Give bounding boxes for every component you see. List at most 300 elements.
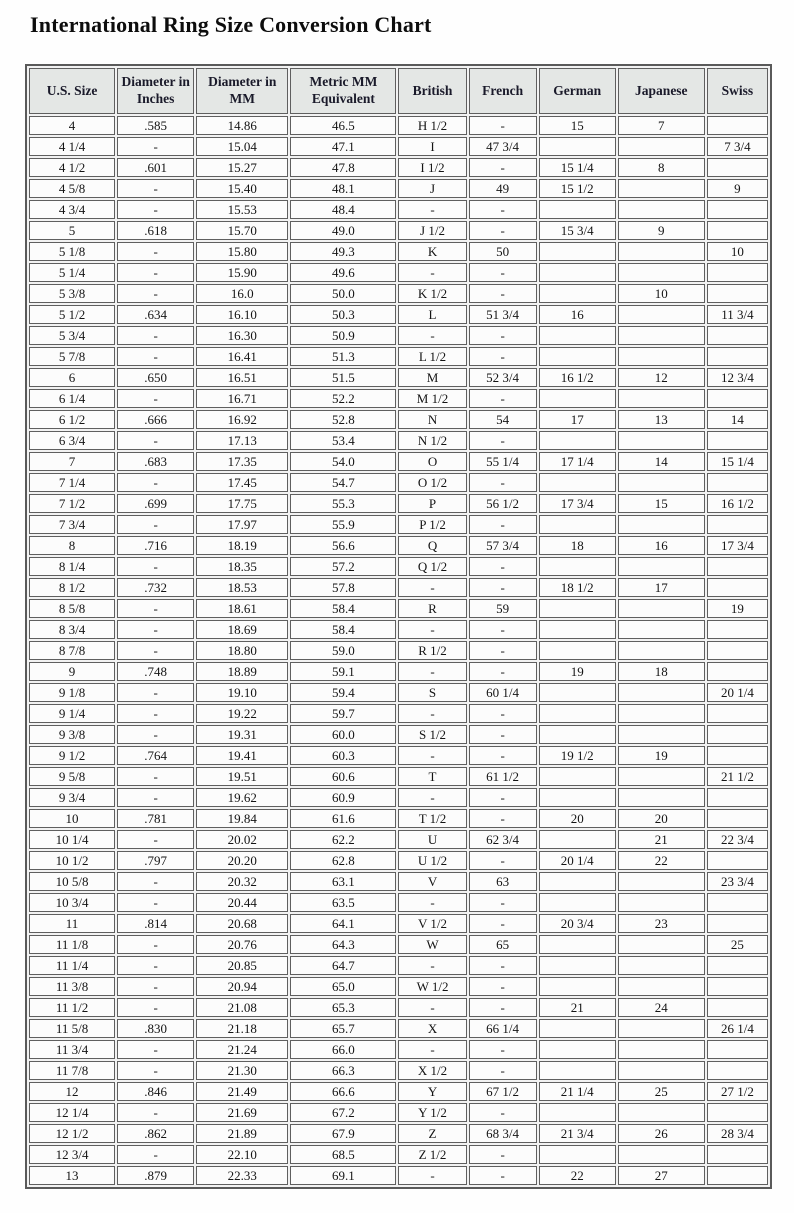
cell bbox=[618, 263, 705, 282]
cell: W 1/2 bbox=[398, 977, 466, 996]
cell: 9 bbox=[618, 221, 705, 240]
cell: S 1/2 bbox=[398, 725, 466, 744]
cell: - bbox=[469, 641, 537, 660]
cell: 56 1/2 bbox=[469, 494, 537, 513]
cell: - bbox=[469, 620, 537, 639]
cell: - bbox=[469, 200, 537, 219]
cell: 47.1 bbox=[290, 137, 396, 156]
cell bbox=[539, 725, 616, 744]
column-header: Diameter in Inches bbox=[117, 68, 194, 114]
cell bbox=[618, 179, 705, 198]
table-row bbox=[29, 137, 768, 156]
cell: 59.7 bbox=[290, 704, 396, 723]
cell: - bbox=[117, 473, 194, 492]
cell: 27 1/2 bbox=[707, 1082, 768, 1101]
cell: - bbox=[117, 347, 194, 366]
cell bbox=[618, 515, 705, 534]
cell: 47 3/4 bbox=[469, 137, 537, 156]
cell: 25 bbox=[618, 1082, 705, 1101]
cell: - bbox=[469, 662, 537, 681]
cell: 23 3/4 bbox=[707, 872, 768, 891]
cell bbox=[539, 1061, 616, 1080]
cell: - bbox=[117, 956, 194, 975]
cell: 19 bbox=[707, 599, 768, 618]
cell: 5 3/8 bbox=[29, 284, 115, 303]
cell bbox=[707, 1040, 768, 1059]
cell: .650 bbox=[117, 368, 194, 387]
cell bbox=[539, 326, 616, 345]
cell: 16.92 bbox=[196, 410, 288, 429]
cell: 7 3/4 bbox=[707, 137, 768, 156]
cell: 64.1 bbox=[290, 914, 396, 933]
table-row bbox=[29, 326, 768, 345]
cell: 15.27 bbox=[196, 158, 288, 177]
cell bbox=[539, 242, 616, 261]
cell: - bbox=[398, 788, 466, 807]
cell: X bbox=[398, 1019, 466, 1038]
table-row bbox=[29, 977, 768, 996]
cell bbox=[707, 389, 768, 408]
header-row bbox=[29, 68, 768, 114]
cell: 4 3/4 bbox=[29, 200, 115, 219]
cell: - bbox=[469, 851, 537, 870]
cell: 11 bbox=[29, 914, 115, 933]
cell: J bbox=[398, 179, 466, 198]
cell: 8 1/2 bbox=[29, 578, 115, 597]
cell: - bbox=[398, 893, 466, 912]
cell: 59.0 bbox=[290, 641, 396, 660]
cell: 22 bbox=[539, 1166, 616, 1185]
cell: 8 3/4 bbox=[29, 620, 115, 639]
table-row bbox=[29, 914, 768, 933]
cell bbox=[707, 347, 768, 366]
cell: 20.44 bbox=[196, 893, 288, 912]
cell: 9 1/4 bbox=[29, 704, 115, 723]
cell: 18 bbox=[618, 662, 705, 681]
cell: - bbox=[469, 326, 537, 345]
cell: .601 bbox=[117, 158, 194, 177]
cell: - bbox=[398, 200, 466, 219]
cell: - bbox=[117, 872, 194, 891]
column-header: French bbox=[469, 68, 537, 114]
cell: Q 1/2 bbox=[398, 557, 466, 576]
cell: 21.08 bbox=[196, 998, 288, 1017]
cell: - bbox=[117, 1103, 194, 1122]
cell bbox=[618, 431, 705, 450]
cell bbox=[618, 137, 705, 156]
cell bbox=[707, 914, 768, 933]
cell: L bbox=[398, 305, 466, 324]
cell: 8 5/8 bbox=[29, 599, 115, 618]
cell: 63 bbox=[469, 872, 537, 891]
cell bbox=[539, 200, 616, 219]
cell: 56.6 bbox=[290, 536, 396, 555]
cell: 15.04 bbox=[196, 137, 288, 156]
cell: 57.8 bbox=[290, 578, 396, 597]
cell bbox=[707, 809, 768, 828]
table-row bbox=[29, 767, 768, 786]
cell: - bbox=[117, 599, 194, 618]
cell: 59 bbox=[469, 599, 537, 618]
cell: 6 1/2 bbox=[29, 410, 115, 429]
cell: 52.2 bbox=[290, 389, 396, 408]
cell: 21.49 bbox=[196, 1082, 288, 1101]
cell: Z 1/2 bbox=[398, 1145, 466, 1164]
cell: 16.41 bbox=[196, 347, 288, 366]
cell: 67 1/2 bbox=[469, 1082, 537, 1101]
cell: 14.86 bbox=[196, 116, 288, 135]
cell: - bbox=[117, 893, 194, 912]
table-row bbox=[29, 494, 768, 513]
cell: - bbox=[469, 431, 537, 450]
cell: 15.80 bbox=[196, 242, 288, 261]
cell: 11 1/2 bbox=[29, 998, 115, 1017]
cell: 5 1/4 bbox=[29, 263, 115, 282]
cell: .683 bbox=[117, 452, 194, 471]
cell bbox=[618, 1103, 705, 1122]
cell: - bbox=[398, 746, 466, 765]
cell: - bbox=[469, 893, 537, 912]
cell: 48.1 bbox=[290, 179, 396, 198]
cell: 52 3/4 bbox=[469, 368, 537, 387]
cell: 54.7 bbox=[290, 473, 396, 492]
cell: 65.0 bbox=[290, 977, 396, 996]
cell: 21.30 bbox=[196, 1061, 288, 1080]
cell: N 1/2 bbox=[398, 431, 466, 450]
table-row bbox=[29, 557, 768, 576]
cell: 20.32 bbox=[196, 872, 288, 891]
cell bbox=[707, 1145, 768, 1164]
cell: 53.4 bbox=[290, 431, 396, 450]
cell bbox=[539, 767, 616, 786]
column-header: German bbox=[539, 68, 616, 114]
cell: S bbox=[398, 683, 466, 702]
cell: .699 bbox=[117, 494, 194, 513]
cell bbox=[707, 473, 768, 492]
cell: 66.6 bbox=[290, 1082, 396, 1101]
cell bbox=[707, 1103, 768, 1122]
cell bbox=[618, 473, 705, 492]
cell: T 1/2 bbox=[398, 809, 466, 828]
column-header: U.S. Size bbox=[29, 68, 115, 114]
cell bbox=[539, 704, 616, 723]
cell: 12 1/4 bbox=[29, 1103, 115, 1122]
cell: 9 1/2 bbox=[29, 746, 115, 765]
cell: 51.5 bbox=[290, 368, 396, 387]
cell: - bbox=[469, 725, 537, 744]
cell: - bbox=[117, 830, 194, 849]
table-row bbox=[29, 263, 768, 282]
cell: W bbox=[398, 935, 466, 954]
cell: - bbox=[469, 788, 537, 807]
cell: 48.4 bbox=[290, 200, 396, 219]
table-row bbox=[29, 830, 768, 849]
cell: 7 1/2 bbox=[29, 494, 115, 513]
cell: 19.41 bbox=[196, 746, 288, 765]
cell: .797 bbox=[117, 851, 194, 870]
table-row bbox=[29, 662, 768, 681]
cell: 24 bbox=[618, 998, 705, 1017]
cell bbox=[707, 515, 768, 534]
cell: 49.0 bbox=[290, 221, 396, 240]
table-row bbox=[29, 368, 768, 387]
cell: 12 3/4 bbox=[29, 1145, 115, 1164]
cell: 11 1/8 bbox=[29, 935, 115, 954]
cell: 26 bbox=[618, 1124, 705, 1143]
cell bbox=[618, 305, 705, 324]
cell: 60 1/4 bbox=[469, 683, 537, 702]
cell: 12 bbox=[618, 368, 705, 387]
cell: 51.3 bbox=[290, 347, 396, 366]
cell: 66 1/4 bbox=[469, 1019, 537, 1038]
cell bbox=[618, 1145, 705, 1164]
cell: 16.71 bbox=[196, 389, 288, 408]
cell: 21.89 bbox=[196, 1124, 288, 1143]
cell bbox=[618, 1061, 705, 1080]
cell: 54.0 bbox=[290, 452, 396, 471]
cell bbox=[539, 683, 616, 702]
cell: 21 1/2 bbox=[707, 767, 768, 786]
cell: - bbox=[117, 1040, 194, 1059]
cell: 11 3/8 bbox=[29, 977, 115, 996]
cell bbox=[707, 221, 768, 240]
cell bbox=[539, 1040, 616, 1059]
cell: R 1/2 bbox=[398, 641, 466, 660]
cell: U 1/2 bbox=[398, 851, 466, 870]
cell bbox=[539, 620, 616, 639]
cell bbox=[539, 389, 616, 408]
cell bbox=[618, 347, 705, 366]
cell: 22 bbox=[618, 851, 705, 870]
cell: 19 bbox=[618, 746, 705, 765]
cell bbox=[707, 998, 768, 1017]
cell: 5 1/8 bbox=[29, 242, 115, 261]
cell: 64.7 bbox=[290, 956, 396, 975]
cell: 16 bbox=[618, 536, 705, 555]
cell: 60.3 bbox=[290, 746, 396, 765]
cell: 26 1/4 bbox=[707, 1019, 768, 1038]
cell: K bbox=[398, 242, 466, 261]
cell: T bbox=[398, 767, 466, 786]
cell: 58.4 bbox=[290, 599, 396, 618]
cell: 19.10 bbox=[196, 683, 288, 702]
cell: 9 3/8 bbox=[29, 725, 115, 744]
cell: 5 7/8 bbox=[29, 347, 115, 366]
cell: U bbox=[398, 830, 466, 849]
table-row bbox=[29, 305, 768, 324]
cell: 62 3/4 bbox=[469, 830, 537, 849]
table-row bbox=[29, 1145, 768, 1164]
cell: - bbox=[117, 242, 194, 261]
cell bbox=[539, 641, 616, 660]
cell: - bbox=[117, 725, 194, 744]
cell: 50.0 bbox=[290, 284, 396, 303]
table-row bbox=[29, 1040, 768, 1059]
table-row bbox=[29, 1103, 768, 1122]
cell bbox=[618, 683, 705, 702]
cell: N bbox=[398, 410, 466, 429]
cell: 20.68 bbox=[196, 914, 288, 933]
cell: - bbox=[117, 767, 194, 786]
cell: Y bbox=[398, 1082, 466, 1101]
cell: - bbox=[398, 662, 466, 681]
cell: 21.69 bbox=[196, 1103, 288, 1122]
cell: 20 bbox=[618, 809, 705, 828]
table-row bbox=[29, 1061, 768, 1080]
cell bbox=[618, 725, 705, 744]
cell: 17.35 bbox=[196, 452, 288, 471]
column-header: Swiss bbox=[707, 68, 768, 114]
table-row bbox=[29, 221, 768, 240]
cell: 46.5 bbox=[290, 116, 396, 135]
cell: .781 bbox=[117, 809, 194, 828]
cell bbox=[707, 578, 768, 597]
cell: 8 bbox=[29, 536, 115, 555]
cell: 18.80 bbox=[196, 641, 288, 660]
cell: 22.10 bbox=[196, 1145, 288, 1164]
cell: 15 3/4 bbox=[539, 221, 616, 240]
cell: 55.9 bbox=[290, 515, 396, 534]
cell: - bbox=[117, 179, 194, 198]
cell: 20.20 bbox=[196, 851, 288, 870]
cell: 5 1/2 bbox=[29, 305, 115, 324]
cell: 68.5 bbox=[290, 1145, 396, 1164]
cell bbox=[618, 242, 705, 261]
cell: 8 1/4 bbox=[29, 557, 115, 576]
cell: 4 1/4 bbox=[29, 137, 115, 156]
cell bbox=[618, 872, 705, 891]
cell: 17.13 bbox=[196, 431, 288, 450]
cell: 9 5/8 bbox=[29, 767, 115, 786]
cell: 19 1/2 bbox=[539, 746, 616, 765]
cell: - bbox=[117, 431, 194, 450]
cell: - bbox=[398, 956, 466, 975]
cell bbox=[618, 200, 705, 219]
cell bbox=[618, 641, 705, 660]
cell bbox=[707, 326, 768, 345]
table-row bbox=[29, 158, 768, 177]
cell: 19 bbox=[539, 662, 616, 681]
cell: 6 1/4 bbox=[29, 389, 115, 408]
table-row bbox=[29, 725, 768, 744]
cell: - bbox=[398, 620, 466, 639]
cell: P bbox=[398, 494, 466, 513]
cell bbox=[539, 557, 616, 576]
cell: - bbox=[117, 683, 194, 702]
cell: - bbox=[398, 704, 466, 723]
cell: .732 bbox=[117, 578, 194, 597]
table-row bbox=[29, 1019, 768, 1038]
cell: .830 bbox=[117, 1019, 194, 1038]
cell: - bbox=[398, 1166, 466, 1185]
cell: - bbox=[117, 557, 194, 576]
cell: .634 bbox=[117, 305, 194, 324]
cell: - bbox=[117, 998, 194, 1017]
cell: - bbox=[469, 704, 537, 723]
cell: - bbox=[398, 1040, 466, 1059]
cell: 60.9 bbox=[290, 788, 396, 807]
cell bbox=[618, 1019, 705, 1038]
cell: - bbox=[117, 1061, 194, 1080]
cell: 18 1/2 bbox=[539, 578, 616, 597]
cell: 14 bbox=[618, 452, 705, 471]
table-row bbox=[29, 788, 768, 807]
cell bbox=[618, 893, 705, 912]
cell: - bbox=[469, 1145, 537, 1164]
cell: - bbox=[469, 809, 537, 828]
cell bbox=[539, 788, 616, 807]
cell: .666 bbox=[117, 410, 194, 429]
cell: 61.6 bbox=[290, 809, 396, 828]
table-row bbox=[29, 536, 768, 555]
cell: - bbox=[117, 326, 194, 345]
cell: - bbox=[469, 1040, 537, 1059]
cell: .618 bbox=[117, 221, 194, 240]
cell bbox=[707, 641, 768, 660]
cell: 20.85 bbox=[196, 956, 288, 975]
cell bbox=[539, 893, 616, 912]
cell: 63.5 bbox=[290, 893, 396, 912]
cell bbox=[618, 935, 705, 954]
cell bbox=[707, 557, 768, 576]
cell: - bbox=[469, 1166, 537, 1185]
cell: - bbox=[398, 578, 466, 597]
cell: Z bbox=[398, 1124, 466, 1143]
cell: - bbox=[469, 284, 537, 303]
cell: 18.61 bbox=[196, 599, 288, 618]
cell: 60.6 bbox=[290, 767, 396, 786]
cell: 5 3/4 bbox=[29, 326, 115, 345]
cell: - bbox=[469, 116, 537, 135]
cell: 4 bbox=[29, 116, 115, 135]
cell: M bbox=[398, 368, 466, 387]
cell: 9 1/8 bbox=[29, 683, 115, 702]
cell bbox=[618, 788, 705, 807]
column-header: British bbox=[398, 68, 466, 114]
cell bbox=[707, 1061, 768, 1080]
cell: 19.51 bbox=[196, 767, 288, 786]
cell: 11 3/4 bbox=[29, 1040, 115, 1059]
table-row bbox=[29, 242, 768, 261]
cell: - bbox=[469, 158, 537, 177]
cell: 13 bbox=[29, 1166, 115, 1185]
cell: - bbox=[469, 1103, 537, 1122]
cell: 17.75 bbox=[196, 494, 288, 513]
cell: 10 1/4 bbox=[29, 830, 115, 849]
cell: 18.69 bbox=[196, 620, 288, 639]
cell: 49.6 bbox=[290, 263, 396, 282]
cell: 11 3/4 bbox=[707, 305, 768, 324]
cell bbox=[707, 116, 768, 135]
table-row bbox=[29, 116, 768, 135]
cell: 18 bbox=[539, 536, 616, 555]
table-row bbox=[29, 578, 768, 597]
cell: 9 bbox=[707, 179, 768, 198]
cell: 15.40 bbox=[196, 179, 288, 198]
cell: 15 1/4 bbox=[707, 452, 768, 471]
table-row bbox=[29, 620, 768, 639]
column-header: Japanese bbox=[618, 68, 705, 114]
table-row bbox=[29, 998, 768, 1017]
cell: 20 3/4 bbox=[539, 914, 616, 933]
table-row bbox=[29, 179, 768, 198]
cell: 19.62 bbox=[196, 788, 288, 807]
cell bbox=[539, 1103, 616, 1122]
cell bbox=[618, 956, 705, 975]
cell: - bbox=[469, 977, 537, 996]
cell bbox=[618, 599, 705, 618]
cell bbox=[707, 704, 768, 723]
